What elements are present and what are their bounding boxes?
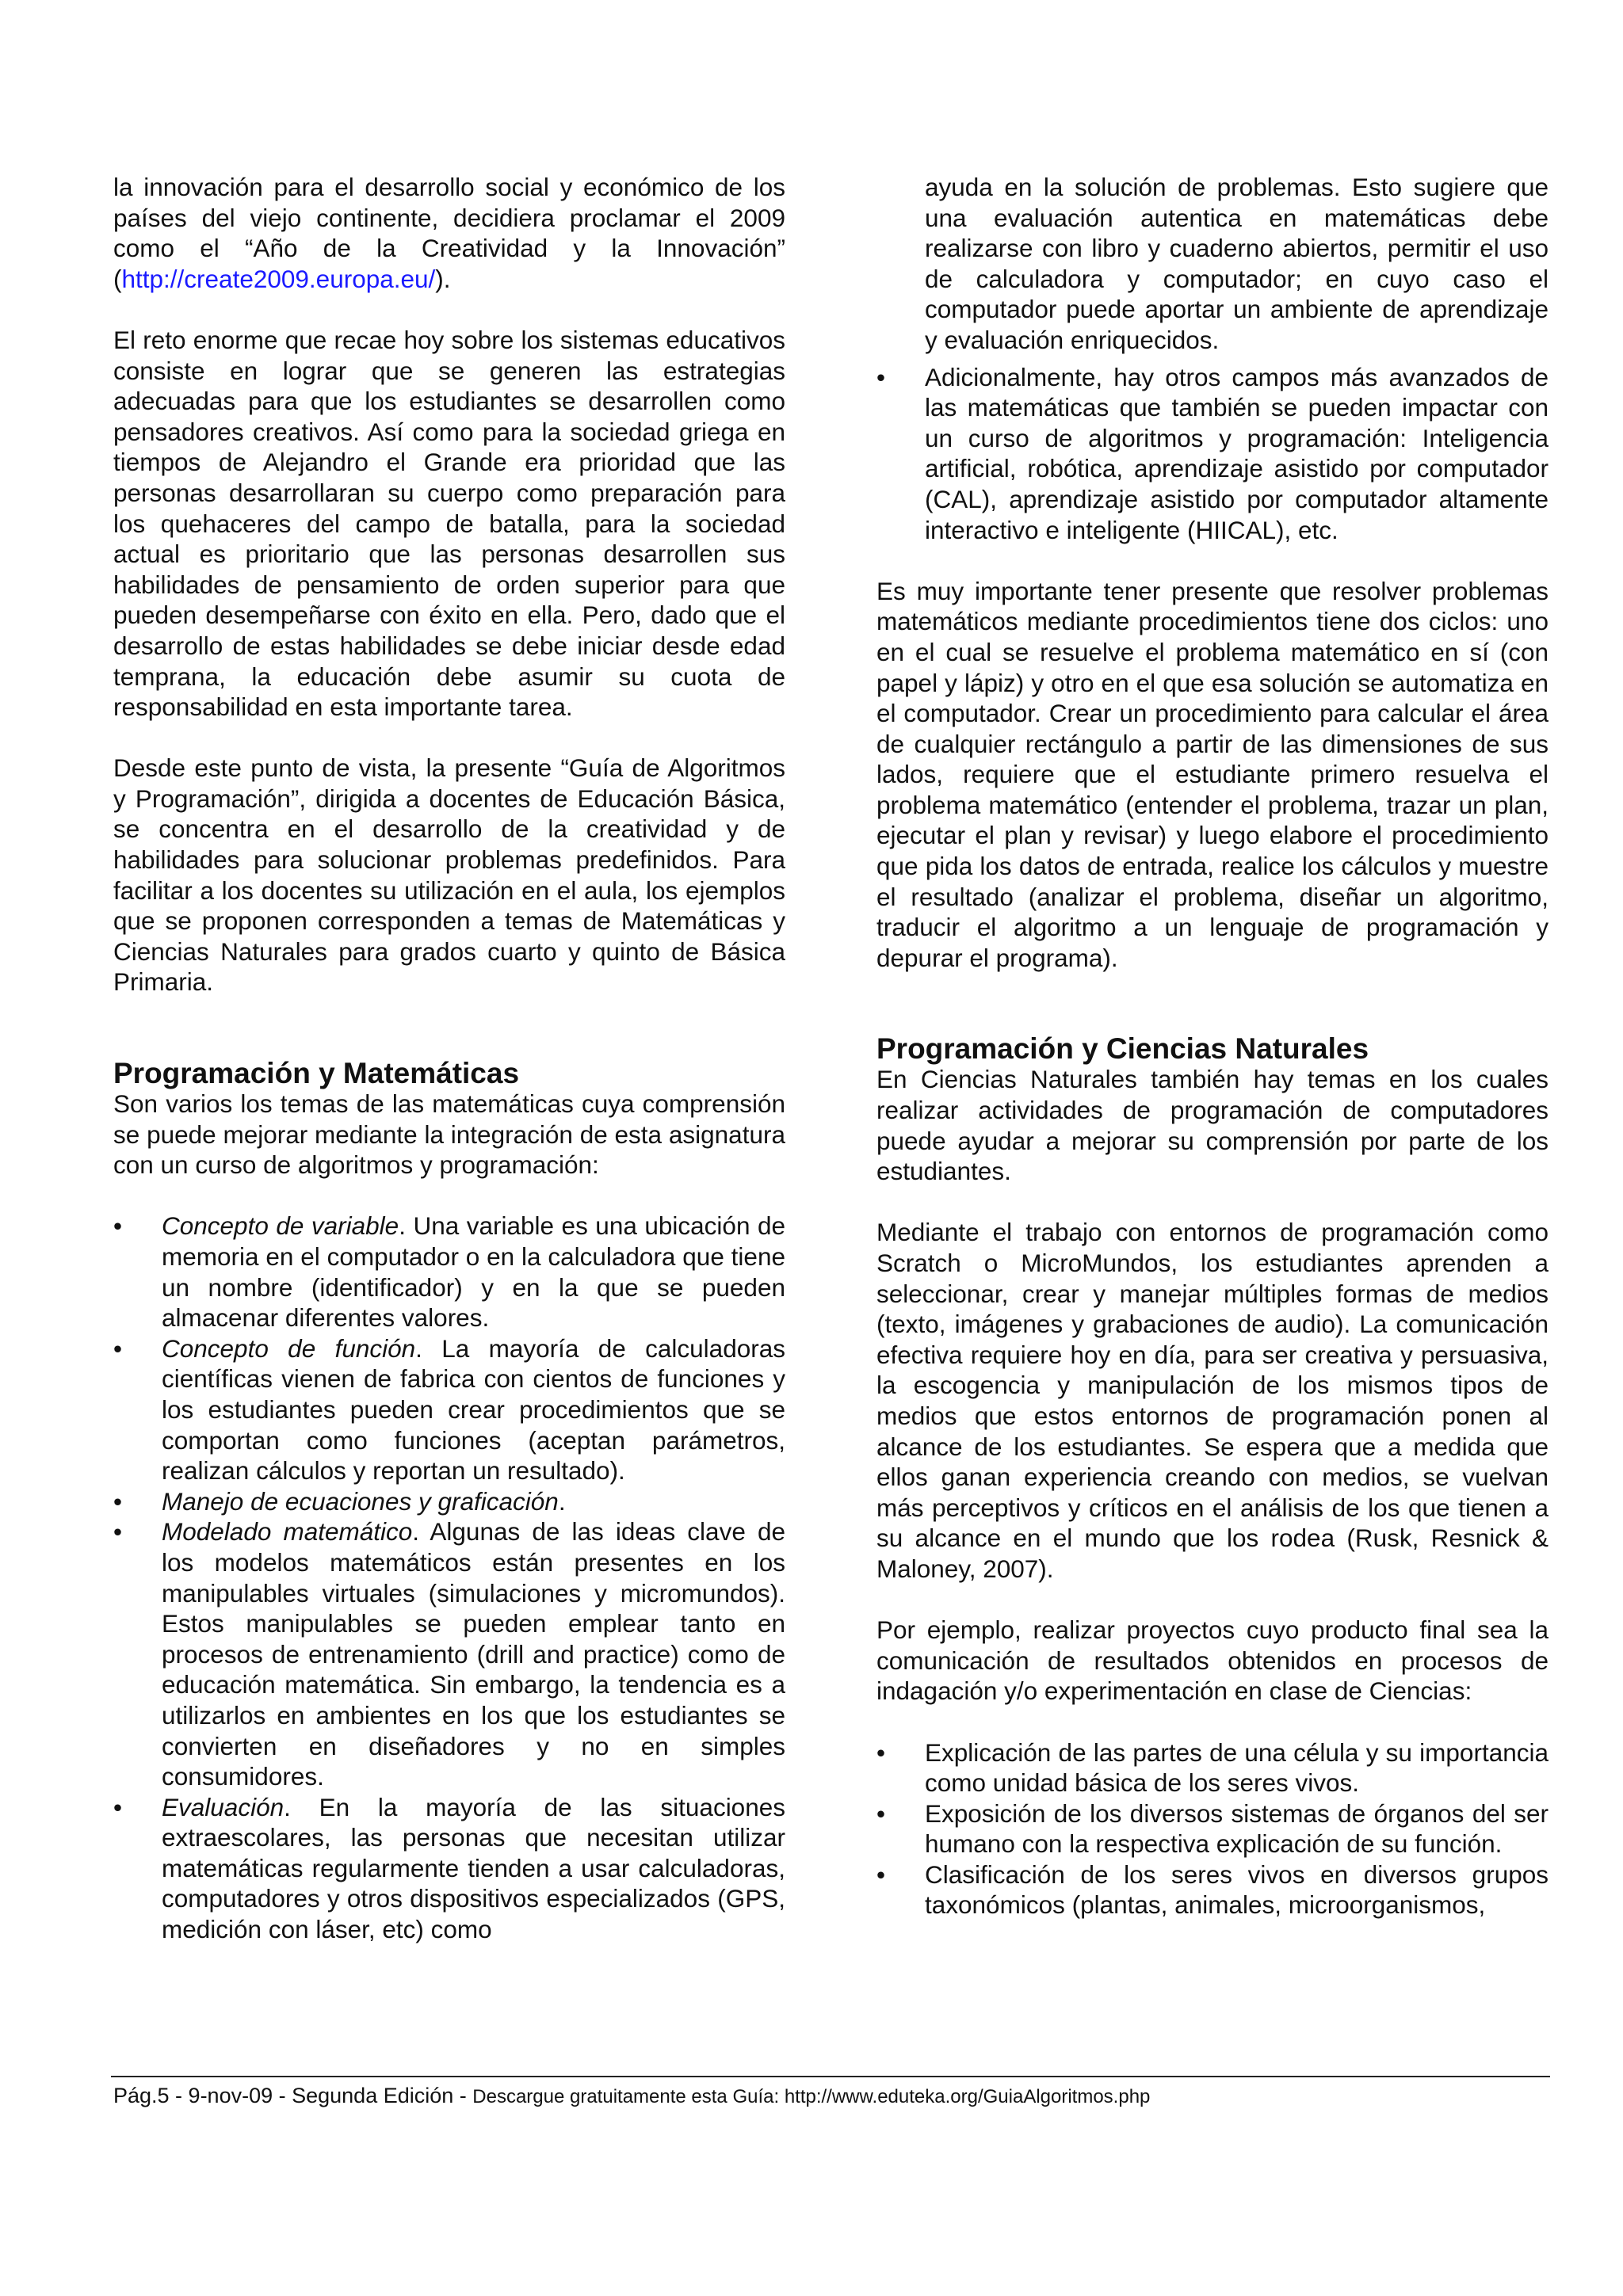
- paragraph: En Ciencias Naturales también hay temas en los cuales realizar actividades de programación de computadores puede ayudar a mejorar su comprensión por parte de los estudiantes.: [876, 1065, 1549, 1186]
- section-heading-matematicas: Programación y Matemáticas: [113, 1057, 520, 1090]
- paragraph: la innovación para el desarrollo social y económico de los países del viejo continente, decidiera proclamar el 2009 como el “Año de la Creatividad y la Innovación” (http://create2009.europa.eu/).: [113, 173, 785, 293]
- create2009-link[interactable]: http://create2009.europa.eu/: [121, 264, 436, 293]
- bullet-list-ciencias: [876, 1737, 1549, 1921]
- list-item: • Exposición de los diversos sistemas de órganos del ser humano con la respectiva explicación de su función.: [876, 1798, 1549, 1859]
- list-item: • Concepto de variable. Una variable es una ubicación de memoria en el computador o en la calculadora que tiene un nombre (identificador) y en la que se pueden almacenar diferentes valores.: [113, 1211, 785, 1333]
- paragraph: Por ejemplo, realizar proyectos cuyo producto final sea la comunicación de resultados obtenidos en procesos de indagación y/o experimentación en clase de Ciencias:: [876, 1615, 1549, 1706]
- bullet-list-continued: [876, 362, 1549, 546]
- paragraph: Desde este punto de vista, la presente “Guía de Algoritmos y Programación”, dirigida a docentes de Educación Básica, se concentra en el desarrollo de la creatividad y de habilidades para solucionar problemas predefinidos. Para facilitar a los docentes su utilización en el aula, los ejemplos que se proponen corresponden a temas de Matemáticas y Ciencias Naturales para grados cuarto y quinto de Básica Primaria.: [113, 753, 785, 997]
- list-item: • Manejo de ecuaciones y graficación.: [113, 1486, 785, 1517]
- footer-page-info: Pág.5 - 9-nov-09 - Segunda Edición -: [113, 2084, 473, 2107]
- page-footer: [113, 2082, 1150, 2111]
- footer-divider: [111, 2076, 1550, 2077]
- list-item: • Adicionalmente, hay otros campos más avanzados de las matemáticas que también se pueden impactar con un curso de algoritmos y programación: Inteligencia artificial, robótica, aprendizaje asistido por computador (CAL), aprendizaje asistido por computador altamente interactivo e inteligente (HIICAL), etc.: [876, 362, 1549, 546]
- list-item: • Evaluación. En la mayoría de las situaciones extraescolares, las personas que necesitan utilizar matemáticas regularmente tienden a usar calculadoras, computadores y otros dispositivos especializados (GPS, medición con láser, etc) como: [113, 1792, 785, 1945]
- paragraph: Mediante el trabajo con entornos de programación como Scratch o MicroMundos, los estudiantes aprenden a seleccionar, crear y manejar múltiples formas de medios (texto, imágenes y grabaciones de audio). La comunicación efectiva requiere hoy en día, para ser creativa y persuasiva, la escogencia y manipulación de los mismos tipos de medios que estos entornos de programación ponen al alcance de los estudiantes. Se espera que a medida que ellos ganan experiencia creando con medios, se vuelvan más perceptivos y críticos en el análisis de los que tienen a su alcance en el mundo que los rodea (Rusk, Resnick & Maloney, 2007).: [876, 1218, 1549, 1583]
- paragraph: Es muy importante tener presente que resolver problemas matemáticos mediante procedimientos tiene dos ciclos: uno en el cual se resuelve el problema matemático en sí (con papel y lápiz) y otro en el que esa solución se automatiza en el computador. Crear un procedimiento para calcular el área de cualquier rectángulo a partir de las dimensiones de sus lados, requiere que el estudiante primero resuelva el problema matemático (entender el problema, trazar un plan, ejecutar el plan y revisar) y luego elabore el procedimiento que pida los datos de entrada, realice los cálculos y muestre el resultado (analizar el problema, diseñar un algoritmo, traducir el algoritmo a un lenguaje de programación y depurar el programa).: [876, 576, 1549, 972]
- right-column: [876, 172, 1549, 1920]
- list-item: • Clasificación de los seres vivos en diversos grupos taxonómicos (plantas, animales, microorganismos,: [876, 1859, 1549, 1920]
- paragraph: El reto enorme que recae hoy sobre los sistemas educativos consiste en lograr que se generen las estrategias adecuadas para que los estudiantes se desarrollen como pensadores creativos. Así como para la sociedad griega en tiempos de Alejandro el Grande era prioridad que las personas desarrollaran su cuerpo como preparación para los quehaceres del campo de batalla, para la sociedad actual es prioritario que las personas desarrollen sus habilidades de pensamiento de orden superior para que pueden desempeñarse con éxito en ella. Pero, dado que el desarrollo de estas habilidades se debe iniciar desde edad temprana, la educación debe asumir su cuota de responsabilidad en esta importante tarea.: [113, 325, 785, 722]
- list-item-continued: ayuda en la solución de problemas. Esto sugiere que una evaluación autentica en matemáticas debe realizarse con libro y cuaderno abiertos, permitir el uso de calculadora y computador; en cuyo caso el computador puede aportar un ambiente de aprendizaje y evaluación enriquecidos.: [925, 173, 1549, 354]
- bullet-list-matematicas: [113, 1211, 785, 1944]
- footer-download-link[interactable]: Descargue gratuitamente esta Guía: http://www.eduteka.org/GuiaAlgoritmos.php: [472, 2086, 1151, 2107]
- paragraph: Son varios los temas de las matemáticas cuya comprensión se puede mejorar mediante la integración de esta asignatura con un curso de algoritmos y programación:: [113, 1089, 785, 1180]
- continued-list: [876, 172, 1549, 356]
- list-item: • Modelado matemático. Algunas de las ideas clave de los modelos matemáticos están presentes en los manipulables virtuales (simulaciones y micromundos). Estos manipulables se pueden emplear tanto en procesos de entrenamiento (drill and practice) como de educación matemática. Sin embargo, la tendencia es a utilizarlos en ambientes en los que los estudiantes se convierten en diseñadores y no en simples consumidores.: [113, 1516, 785, 1791]
- section-heading-ciencias: Programación y Ciencias Naturales: [876, 1032, 1369, 1066]
- list-item: • Concepto de función. La mayoría de calculadoras científicas vienen de fabrica con cientos de funciones y los estudiantes pueden crear procedimientos que se comportan como funciones (aceptan parámetros, realizan cálculos y reportan un resultado).: [113, 1333, 785, 1486]
- left-column: [113, 172, 785, 1945]
- list-item: • Explicación de las partes de una célula y su importancia como unidad básica de los seres vivos.: [876, 1737, 1549, 1798]
